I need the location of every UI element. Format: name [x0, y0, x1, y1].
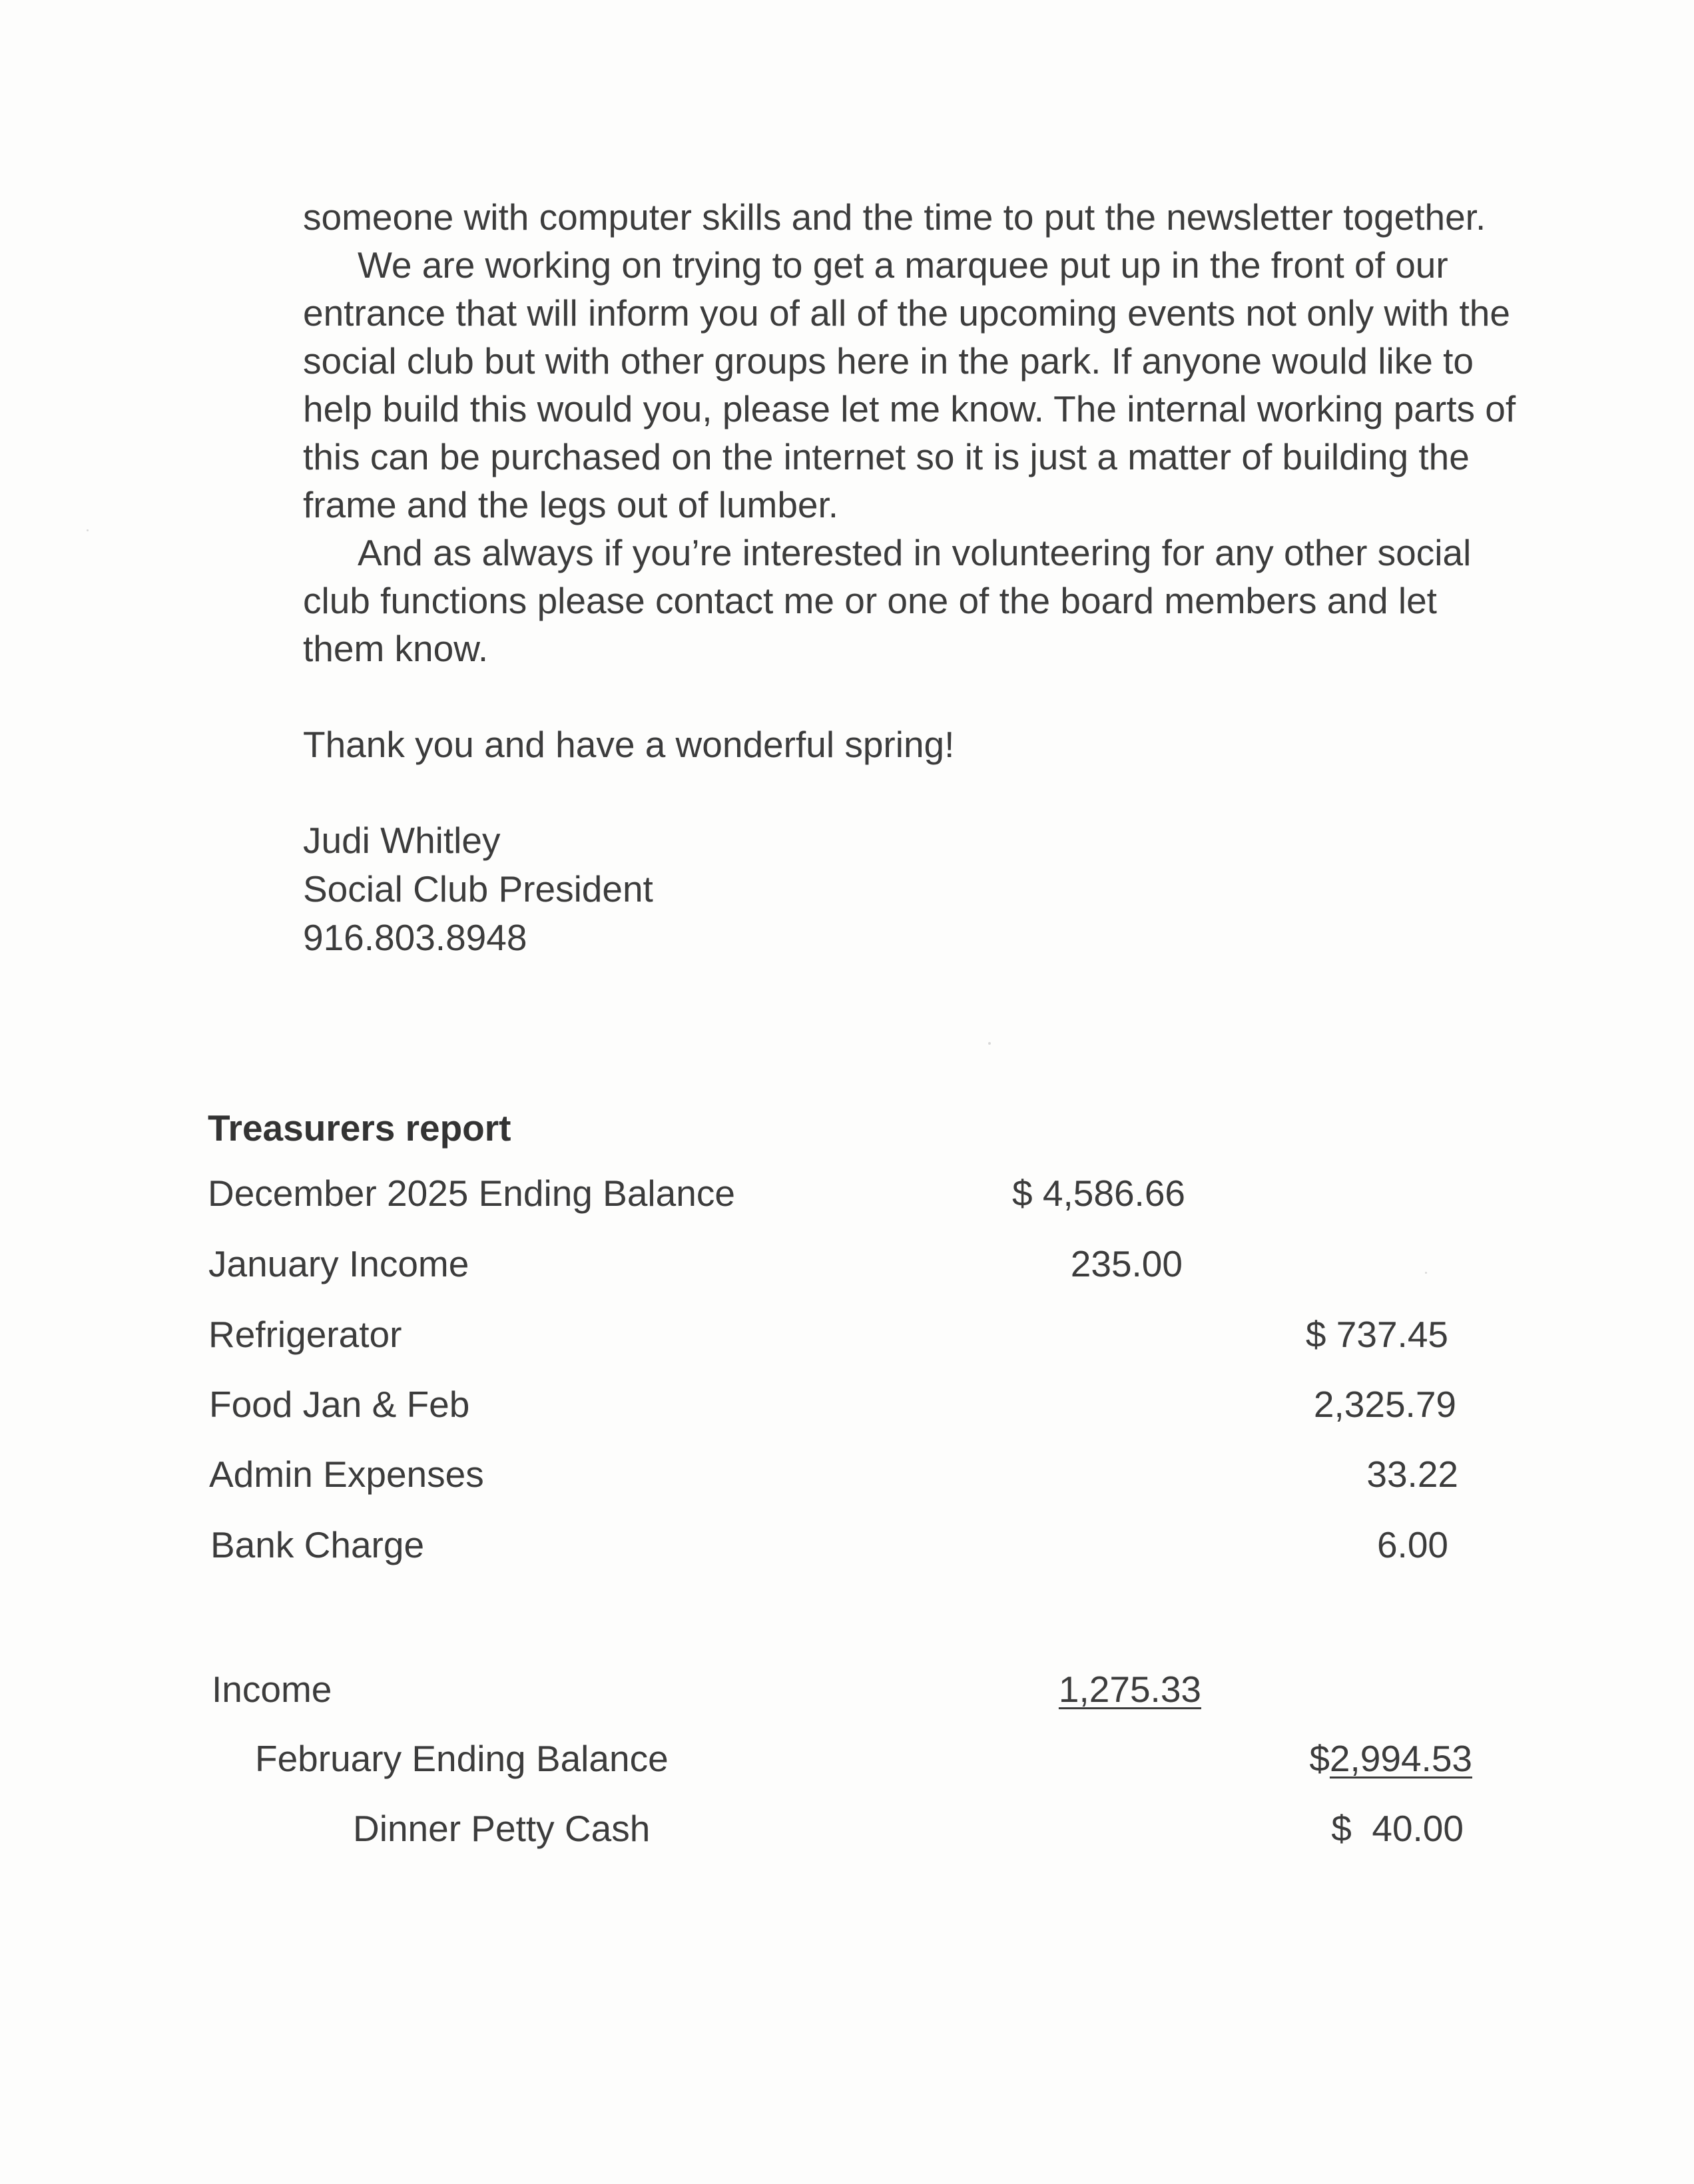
report-row	[0, 1383, 1694, 1436]
row-label: January Income	[208, 1243, 469, 1284]
scan-speck	[1425, 1272, 1427, 1274]
row-label: Admin Expenses	[209, 1454, 484, 1495]
paragraph-marquee: We are working on trying to get a marquee put up in the front of our entrance that will inform you of all of the upcoming events not only with the social club but with other groups here in the park. If anyone would like to help build this would you, please let me know. The internal working parts of this can be purchased on the internet so it is just a matter of building the frame and the legs out of lumber.	[303, 244, 1516, 525]
report-title: Treasurers report	[208, 1107, 511, 1149]
row-label: Food Jan & Feb	[209, 1384, 470, 1425]
february-balance-value	[1206, 1737, 1472, 1780]
scan-speck	[988, 1042, 991, 1045]
row-expense-value: 33.22	[1366, 1454, 1458, 1495]
report-row	[0, 1523, 1694, 1577]
report-row	[0, 1313, 1694, 1366]
signature-phone: 916.803.8948	[303, 917, 527, 958]
signature-name: Judi Whitley	[303, 820, 501, 861]
row-label: Bank Charge	[210, 1524, 425, 1565]
february-balance-currency: $	[1309, 1738, 1330, 1779]
scan-speck	[87, 529, 89, 531]
row-income-value: 235.00	[1070, 1243, 1183, 1284]
row-income-value: $ 4,586.66	[1012, 1173, 1185, 1214]
row-label: Refrigerator	[208, 1314, 402, 1355]
petty-cash-value: $ 40.00	[1331, 1808, 1464, 1849]
report-row	[0, 1453, 1694, 1506]
report-row	[0, 1242, 1694, 1296]
row-expense-value: $ 737.45	[1305, 1314, 1448, 1355]
paragraph-newsletter: someone with computer skills and the time to put the newsletter together.	[303, 196, 1486, 238]
signature-title: Social Club President	[303, 868, 653, 910]
row-expense-value: 2,325.79	[1313, 1384, 1456, 1425]
income-label: Income	[212, 1669, 332, 1710]
petty-cash-row	[0, 1807, 1694, 1860]
report-row	[0, 1172, 1694, 1225]
income-total-value: 1,275.33	[1058, 1669, 1201, 1710]
february-balance-label: February Ending Balance	[255, 1738, 669, 1779]
summary-income-row	[0, 1668, 1694, 1721]
february-balance-amount: 2,994.53	[1329, 1738, 1472, 1779]
row-expense-value: 6.00	[1376, 1524, 1448, 1565]
paragraph-volunteering: And as always if you’re interested in volunteering for any other social club functions please contact me or one of the board members and let them know.	[303, 532, 1472, 669]
closing-line: Thank you and have a wonderful spring!	[303, 724, 955, 765]
row-label: December 2025 Ending Balance	[208, 1173, 735, 1214]
february-balance-row	[0, 1737, 1694, 1790]
petty-cash-label: Dinner Petty Cash	[353, 1808, 651, 1849]
